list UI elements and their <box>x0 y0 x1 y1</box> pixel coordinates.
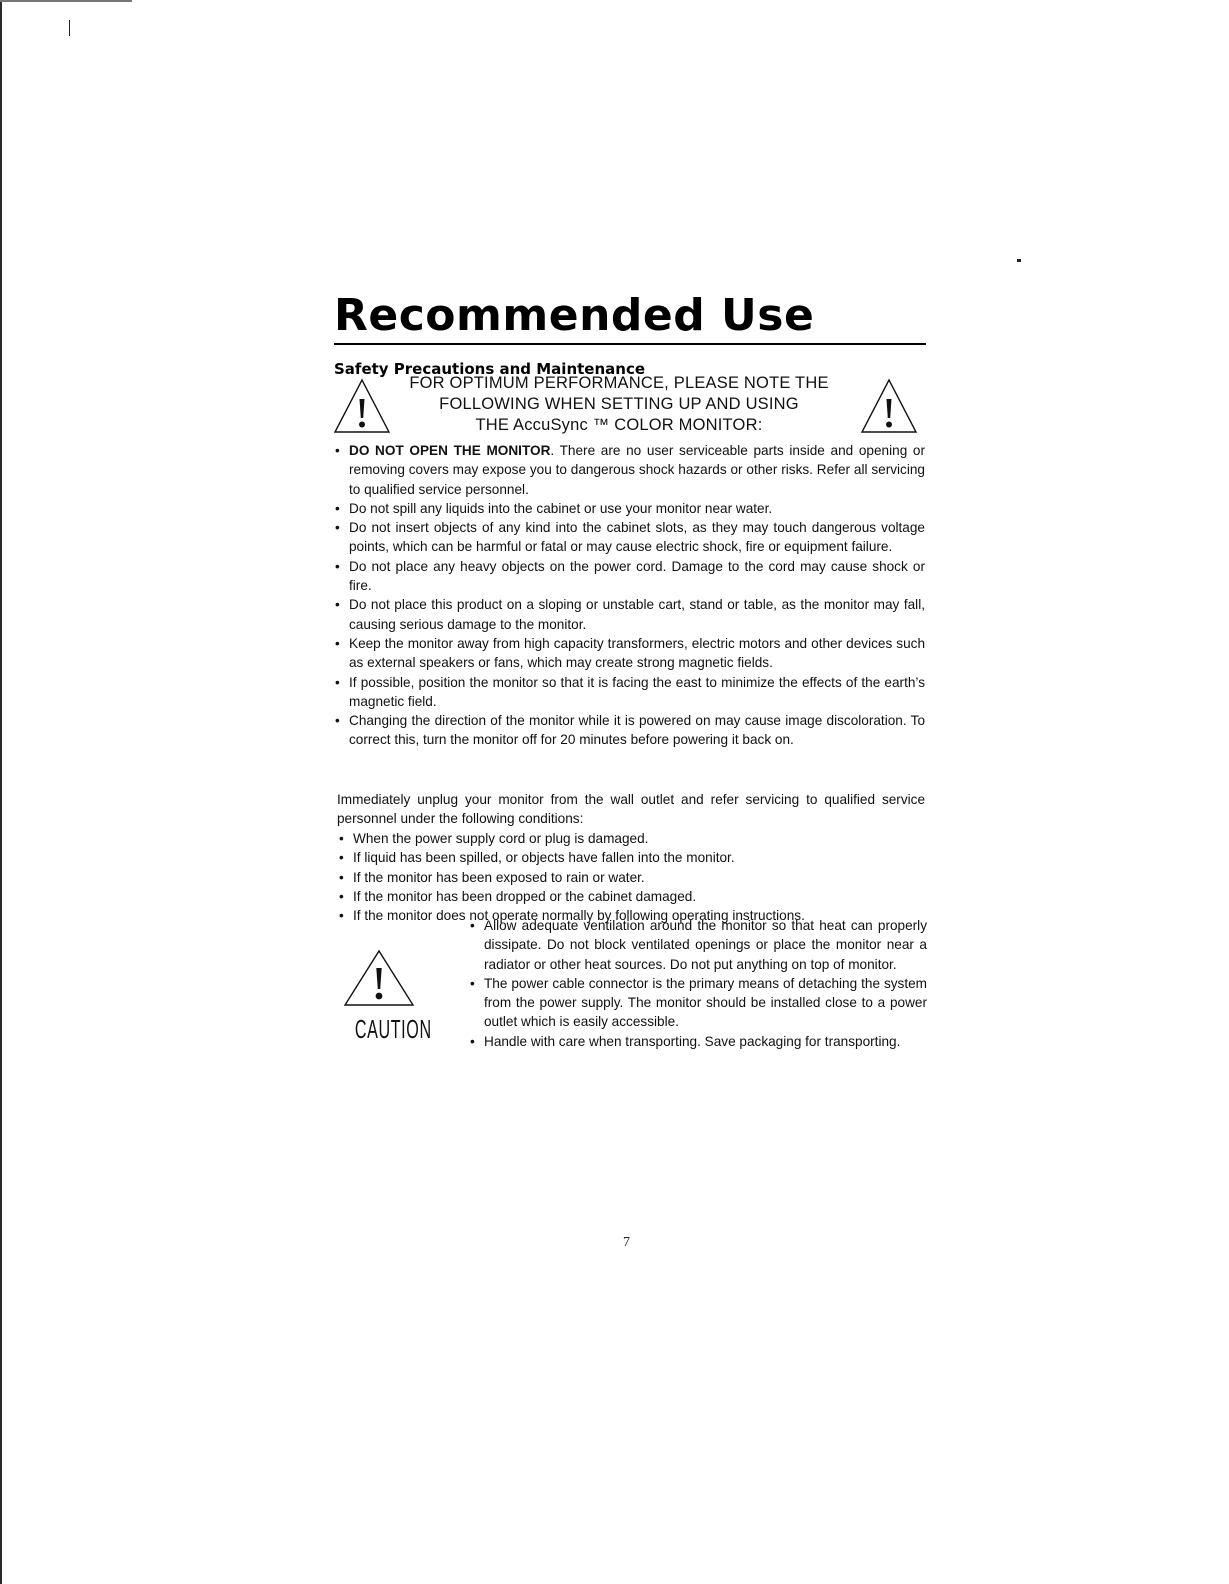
list-item-text: . There are no user serviceable parts inside and opening or removing covers may expose you to dangerous shock hazards or other risks. Refer all servicing to qualified service personnel. <box>349 443 926 497</box>
scan-mark <box>69 20 70 36</box>
list-item: • If the monitor does not operate normally by following operating instructions. <box>339 906 925 925</box>
title-rule <box>334 343 926 345</box>
list-item <box>335 673 925 712</box>
list-item: • When the power supply cord or plug is damaged. <box>339 829 925 848</box>
caution-list <box>470 916 927 1051</box>
scan-edge <box>0 0 132 2</box>
warning-triangle-icon <box>333 378 391 434</box>
section-heading: Safety Precautions and Maintenance <box>334 360 646 378</box>
notice-line: THE AccuSync ™ COLOR MONITOR: <box>475 416 763 434</box>
conditions-list <box>339 829 925 925</box>
caution-label: CAUTION <box>354 1014 432 1044</box>
list-item <box>335 499 925 518</box>
unplug-paragraph: Immediately unplug your monitor from the wall outlet and refer servicing to qualified service personnel under the following conditions: <box>337 792 925 827</box>
list-item <box>335 711 925 750</box>
list-item-text: Do not insert objects of any kind into the cabinet slots, as they may touch dangerous voltage points, which can be harmful or fatal or may cause electric shock, fire or equipment failure. <box>349 520 925 555</box>
warning-triangle-icon <box>860 378 918 434</box>
list-item: • If liquid has been spilled, or objects have fallen into the monitor. <box>339 848 925 867</box>
list-item: • If the monitor has been exposed to rain or water. <box>339 868 925 887</box>
list-item <box>335 634 925 673</box>
notice-line: FOLLOWING WHEN SETTING UP AND USING <box>439 395 799 413</box>
list-item-text: Do not place this product on a sloping or unstable cart, stand or table, as the monitor may fall, causing serious damage to the monitor. <box>349 597 925 632</box>
scan-mark <box>1017 259 1021 262</box>
list-item <box>335 557 925 596</box>
scan-edge <box>0 0 2 1584</box>
bold-phrase: DO NOT OPEN THE MONITOR <box>349 443 551 458</box>
list-item: • The power cable connector is the primary means of detaching the system from the power supply. The monitor should be installed close to a power outlet which is easily accessible. <box>470 974 927 1032</box>
caution-triangle-icon <box>343 949 415 1007</box>
list-item-text: Do not place any heavy objects on the power cord. Damage to the cord may cause shock or fire. <box>349 558 925 594</box>
list-item-text: Changing the direction of the monitor while it is powered on may cause image discoloration. To correct this, turn the monitor off for 20 minutes before powering it back on. <box>349 713 925 748</box>
page-number: 7 <box>623 1235 630 1250</box>
list-item <box>335 441 925 499</box>
list-item-text: If possible, position the monitor so that it is facing the east to minimize the effects of the earth’s magnetic field. <box>349 674 925 709</box>
list-item: • Handle with care when transporting. Save packaging for transporting. <box>470 1032 927 1051</box>
safety-list <box>335 441 925 750</box>
page-title: Recommended Use <box>334 290 815 341</box>
notice-line: FOR OPTIMUM PERFORMANCE, PLEASE NOTE THE <box>409 374 829 392</box>
list-item-text: Do not spill any liquids into the cabinet or use your monitor near water. <box>349 500 773 516</box>
list-item <box>335 518 925 557</box>
list-item <box>335 595 925 634</box>
list-item-text: Keep the monitor away from high capacity transformers, electric motors and other devices such as external speakers or fans, which may create strong magnetic fields. <box>349 635 925 671</box>
list-item: • If the monitor has been dropped or the cabinet damaged. <box>339 887 925 906</box>
list-item: • Allow adequate ventilation around the monitor so that heat can properly dissipate. Do not block ventilated openings or place the monitor near a radiator or other heat sources. Do not put anything on top of monitor. <box>470 916 927 974</box>
